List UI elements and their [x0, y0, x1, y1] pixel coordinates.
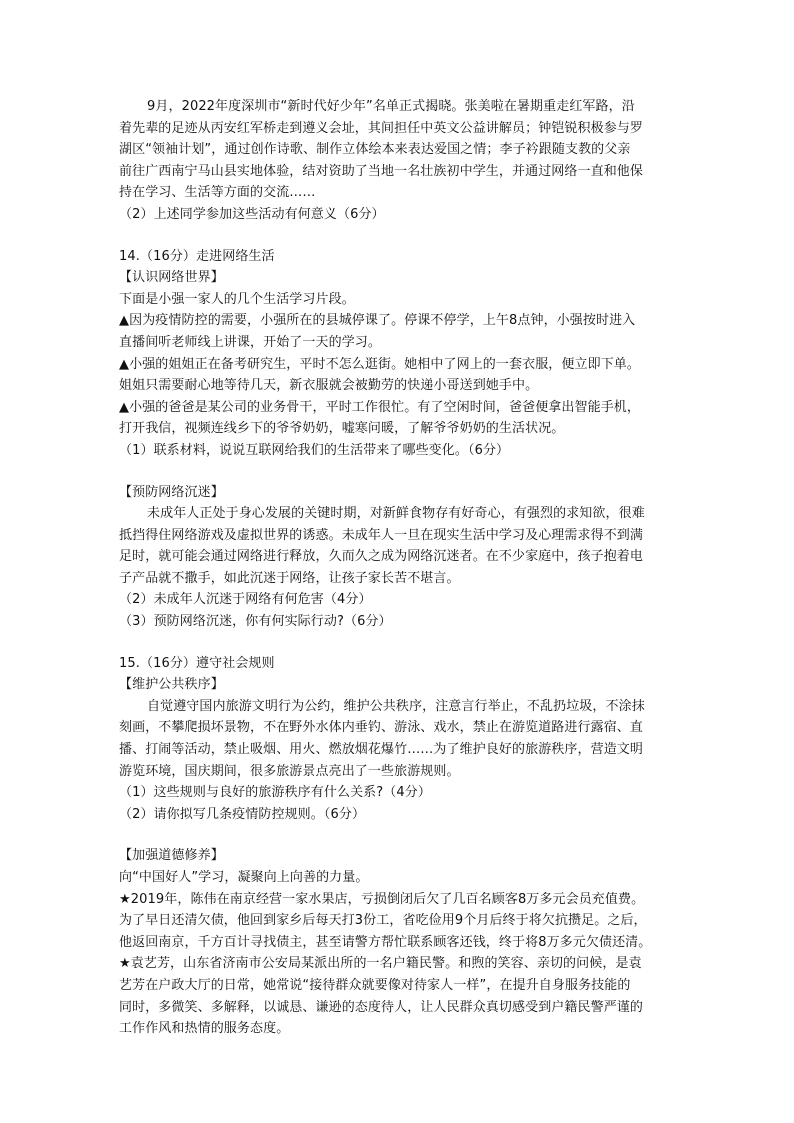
q15-story-line: 他返回南京，千方百计寻找债主，甚至请警方帮忙联系顾客还钱，终于将8万多元欠债还清。: [119, 934, 652, 950]
q15-story-line: 为了早日还清欠债，他回到家乡后每天打3份工，省吃俭用9个月后终于将欠抗攒足。之后，: [119, 913, 647, 929]
q14-lead: 下面是小强一家人的几个生活学习片段。: [119, 291, 355, 307]
q15-question-2: （2）请你拟写几条疫情防控规则。（6分）: [119, 806, 366, 822]
q15-subheading-moral-cultivation: 【加强道德修养】: [119, 848, 224, 864]
q14-passage-line: 抵挡得住网络游戏及虚拟世界的诱惑。未成年人一旦在现实生活中学习及心理需求得不到满: [119, 527, 644, 543]
question-14: [119, 246, 675, 633]
intro-line: 着先辈的足迹从丙安红军桥走到遵义会址，其间担任中英文公益讲解员；钟铠锐积极参与罗: [119, 120, 644, 136]
document-content: [119, 96, 675, 1040]
q15-story-line: 艺芳在户政大厅的日常，她常说“接待群众就要像对待家人一样”，在提升自身服务技能的: [119, 977, 631, 993]
q15-passage-line: 自觉遵守国内旅游文明行为公约，维护公共秩序，注意言行举止，不乱扔垃圾，不涂抹: [147, 698, 645, 714]
q15-story-line: ★2019年，陈伟在南京经营一家水果店，亏损倒闭后欠了几百名顾客8万多元会员充值费。: [119, 891, 645, 907]
q14-subheading-network-world: 【认识网络世界】: [119, 270, 224, 286]
q15-story-line: ★袁艺芳，山东省济南市公安局某派出所的一名户籍民警。和煦的笑容、亲切的问候，是袁: [119, 956, 642, 972]
q14-title: 14.（16分）走进网络生活: [119, 248, 275, 264]
q14-item-line: 打开我信，视频连线乡下的爷爷奶奶，嘘寒问暖，了解爷爷奶奶的生活状况。: [119, 421, 565, 437]
q15-story-line: 工作作风和热情的服务态度。: [119, 1021, 290, 1037]
question-15: [119, 653, 675, 1040]
q15-lead: 向“中国好人”学习，凝聚向上向善的力量。: [119, 870, 369, 885]
q14-passage-line: 足时，就可能会通过网络进行释放，久而久之成为网络沉迷者。在不少家庭中，孩子抱着电: [119, 549, 644, 565]
q14-question-2: （2）未成年人沉迷于网络有何危害（4分）: [119, 592, 372, 608]
spacer: [119, 825, 675, 845]
q14-item-line: 姐姐只需要耐心地等待几天，新衣服就会被勤劳的快递小哥送到她手中。: [119, 378, 539, 394]
q14-passage-line: 子产品就不撒手，如此沉迷于网络，让孩子家长苦不堪言。: [119, 570, 460, 586]
intro-passage: [119, 96, 675, 226]
q14-item-line: 直播间听老师线上讲课，开始了一天的学习。: [119, 334, 382, 350]
q14-item-line: ▲因为疫情防控的需要，小强所在的县城停课了。停课不停学，上午8点钟，小强按时进入: [119, 313, 636, 329]
spacer: [119, 226, 675, 246]
q15-question-1: （1）这些规则与良好的旅游秩序有什么关系?（4分）: [119, 785, 431, 801]
intro-line: 前往广西南宁马山县实地体验，结对资助了当地一名壮族初中学生，并通过网络一直和他保: [119, 163, 644, 179]
intro-line: 持在学习、生活等方面的交流……: [119, 185, 316, 201]
q15-passage-line: 刻画，不攀爬损坏景物，不在野外水体内垂钓、游泳、戏水，禁止在游览道路进行露宿、直: [119, 720, 644, 736]
q14-passage-line: 未成年人正处于身心发展的关键时期，对新鲜食物存有好奇心，有强烈的求知欲，很难: [147, 506, 645, 522]
q15-passage-line: 播、打闹等活动，禁止吸烟、用火、燃放烟花爆竹……为了维护良好的旅游秩序，营造文明: [119, 742, 644, 758]
intro-line: 9月，2022年度深圳市“新时代好少年”名单正式揭晓。张美啦在暑期重走红军路，沿: [147, 99, 635, 114]
q14-item-line: ▲小强的姐姐正在备考研究生，平时不怎么逛街。她相中了网上的一套衣服，便立即下单。: [119, 356, 640, 372]
q15-title: 15.（16分）遵守社会规则: [119, 655, 275, 671]
q15-passage-line: 游览环境，国庆期间，很多旅游景点亮出了一些旅游规则。: [119, 763, 460, 779]
spacer: [119, 462, 675, 482]
q15-story-line: 同时，多微笑、多解释，以诚恳、谦逊的态度待人，让人民群众真切感受到户籍民警严谨的: [119, 999, 644, 1015]
spacer: [119, 633, 675, 653]
q14-subheading-prevent-addiction: 【预防网络沉迷】: [119, 484, 224, 500]
q15-subheading-public-order: 【维护公共秩序】: [119, 677, 224, 693]
q14-question-1: （1）联系材料，说说互联网给我们的生活带来了哪些变化。（6分）: [119, 442, 510, 458]
intro-line: 湖区“领袖计划”，通过创作诗歌、制作立体绘本来表达爱国之情；李子衿跟随支教的父亲: [119, 142, 631, 158]
q14-item-line: ▲小强的爸爸是某公司的业务骨干，平时工作很忙。有了空闲时间，爸爸便拿出智能手机，: [119, 399, 640, 415]
intro-question: （2）上述同学参加这些活动有何意义（6分）: [119, 206, 385, 222]
q14-question-3: （3）预防网络沉迷，你有何实际行动?（6分）: [119, 614, 392, 630]
